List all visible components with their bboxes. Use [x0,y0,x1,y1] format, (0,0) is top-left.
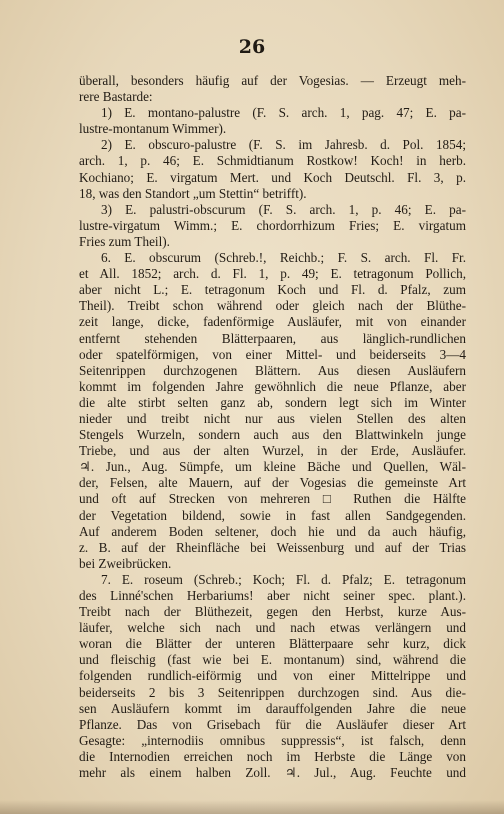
text-line: Pflanze. Das von Grisebach für die Ausläufer dieser Art [79,716,466,732]
text-line: des Linné'schen Herbariums! aber nicht seiner spec. plant.). [79,588,466,603]
text-line: zeit lange, dicke, fadenförmige Ausläufer, mit von einander [79,314,466,330]
text-line: Kochiano; E. virgatum Mert. und Koch Deutschl. Fl. 3, p. [79,169,466,185]
text-line: 2) E. obscuro-palustre (F. S. im Jahresb. d. Pol. 1854; [101,137,466,153]
text-line: Auf anderem Boden seltener, doch hie und da auch häufig, [79,523,466,539]
text-line: woran die Blätter der unteren Blätterpaare sehr kurz, dick [79,636,466,652]
text-line: ♃. Jun., Aug. Sümpfe, um kleine Bäche und Quellen, Wäl- [79,459,466,475]
text-line: die alte stirbt selten ganz ab, sondern legt sich im Winter [79,394,466,410]
text-line: 1) E. montano-palustre (F. S. arch. 1, pag. 47; E. pa- [101,105,466,121]
text-line: 18, was den Standort „um Stettin“ betrifft). [79,185,307,201]
text-line: und fleischig (fast wie bei E. montanum) sind, während die [79,652,466,668]
text-line: der, Felsen, alte Mauern, auf der Vogesias die gemeinste Art [79,475,466,491]
text-line: rere Bastarde: [79,89,153,105]
text-line: Fries zum Theil). [79,233,170,249]
text-line: z. B. auf der Rheinfläche bei Weissenburg und auf der Trias [79,539,466,555]
page-number: 26 [238,36,266,58]
text-line: 7. E. roseum (Schreb.; Koch; Fl. d. Pfalz; E. tetragonum [101,571,466,587]
text-line: die Internodien erreichen noch im Herbste die Länge von [79,748,466,764]
text-line: der Vegetation bildend, sowie in fast allen Sandgegenden. [79,507,466,523]
text-line: 6. E. obscurum (Schreb.!, Reichb.; F. S. arch. Fl. Fr. [101,250,466,266]
text-line: beiderseits 2 bis 3 Seitenrippen durchzogen sind. Aus die- [79,684,466,700]
text-line: und oft auf Strecken von mehreren □ Ruthen die Hälfte [79,491,466,507]
text-line: bei Zweibrücken. [79,555,172,571]
text-line: Triebe, und aus der alten Wurzel, in der Erde, Ausläufer. [79,443,466,459]
text-line: aber nicht L.; E. tetragonum Koch und Fl. d. Pfalz, zum [79,282,466,298]
body-text [79,73,466,781]
text-line: Theil). Treibt schon während oder gleich nach der Blüthe- [79,298,466,314]
text-line: Treibt nach der Blüthezeit, gegen den Herbst, kurze Aus- [79,604,466,620]
text-line: folgenden rundlich-eiförmig und von einer Mittelrippe und [79,668,466,684]
text-line: kommt im folgenden Jahre gewöhnlich die neue Pflanze, aber [79,378,466,394]
text-line: nieder und treibt nicht nur aus vielen Stellen des alten [79,410,466,426]
text-line: Gesagte: „internodiis omnibus suppressis“, ist falsch, denn [79,732,466,748]
text-line: entfernt stehenden Blätterpaaren, aus länglich-rundlichen [79,330,466,346]
text-line: sen Ausläufern kommt im darauffolgenden Jahre die neue [79,700,466,716]
text-line: lustre-montanum Wimmer). [79,121,227,137]
text-line: 3) E. palustri-obscurum (F. S. arch. 1, p. 46; E. pa- [101,201,466,217]
text-line: arch. 1, p. 46; E. Schmidtianum Rostkow! Koch! in herb. [79,153,466,169]
text-line: Stengels Wurzeln, sondern auch aus den Blattwinkeln junge [79,427,466,443]
text-line: et All. 1852; arch. d. Fl. 1, p. 49; E. tetragonum Pollich, [79,266,466,282]
text-line: mehr als einem halben Zoll. ♃. Jul., Aug. Feuchte und [79,765,466,781]
text-line: läufer, welche sich nach und nach etwas verlängern und [79,620,466,636]
text-line: oder spatelförmigen, von einer Mittel- und beiderseits 3—4 [79,346,466,362]
text-line: Seitenrippen durchzogenen Blättern. Aus diesen Ausläufern [79,362,466,378]
text-line: überall, besonders häufig auf der Vogesias. — Erzeugt meh- [79,73,466,88]
text-line: lustre-virgatum Wimm.; E. chordorrhizum Fries; E. virgatum [79,217,466,233]
